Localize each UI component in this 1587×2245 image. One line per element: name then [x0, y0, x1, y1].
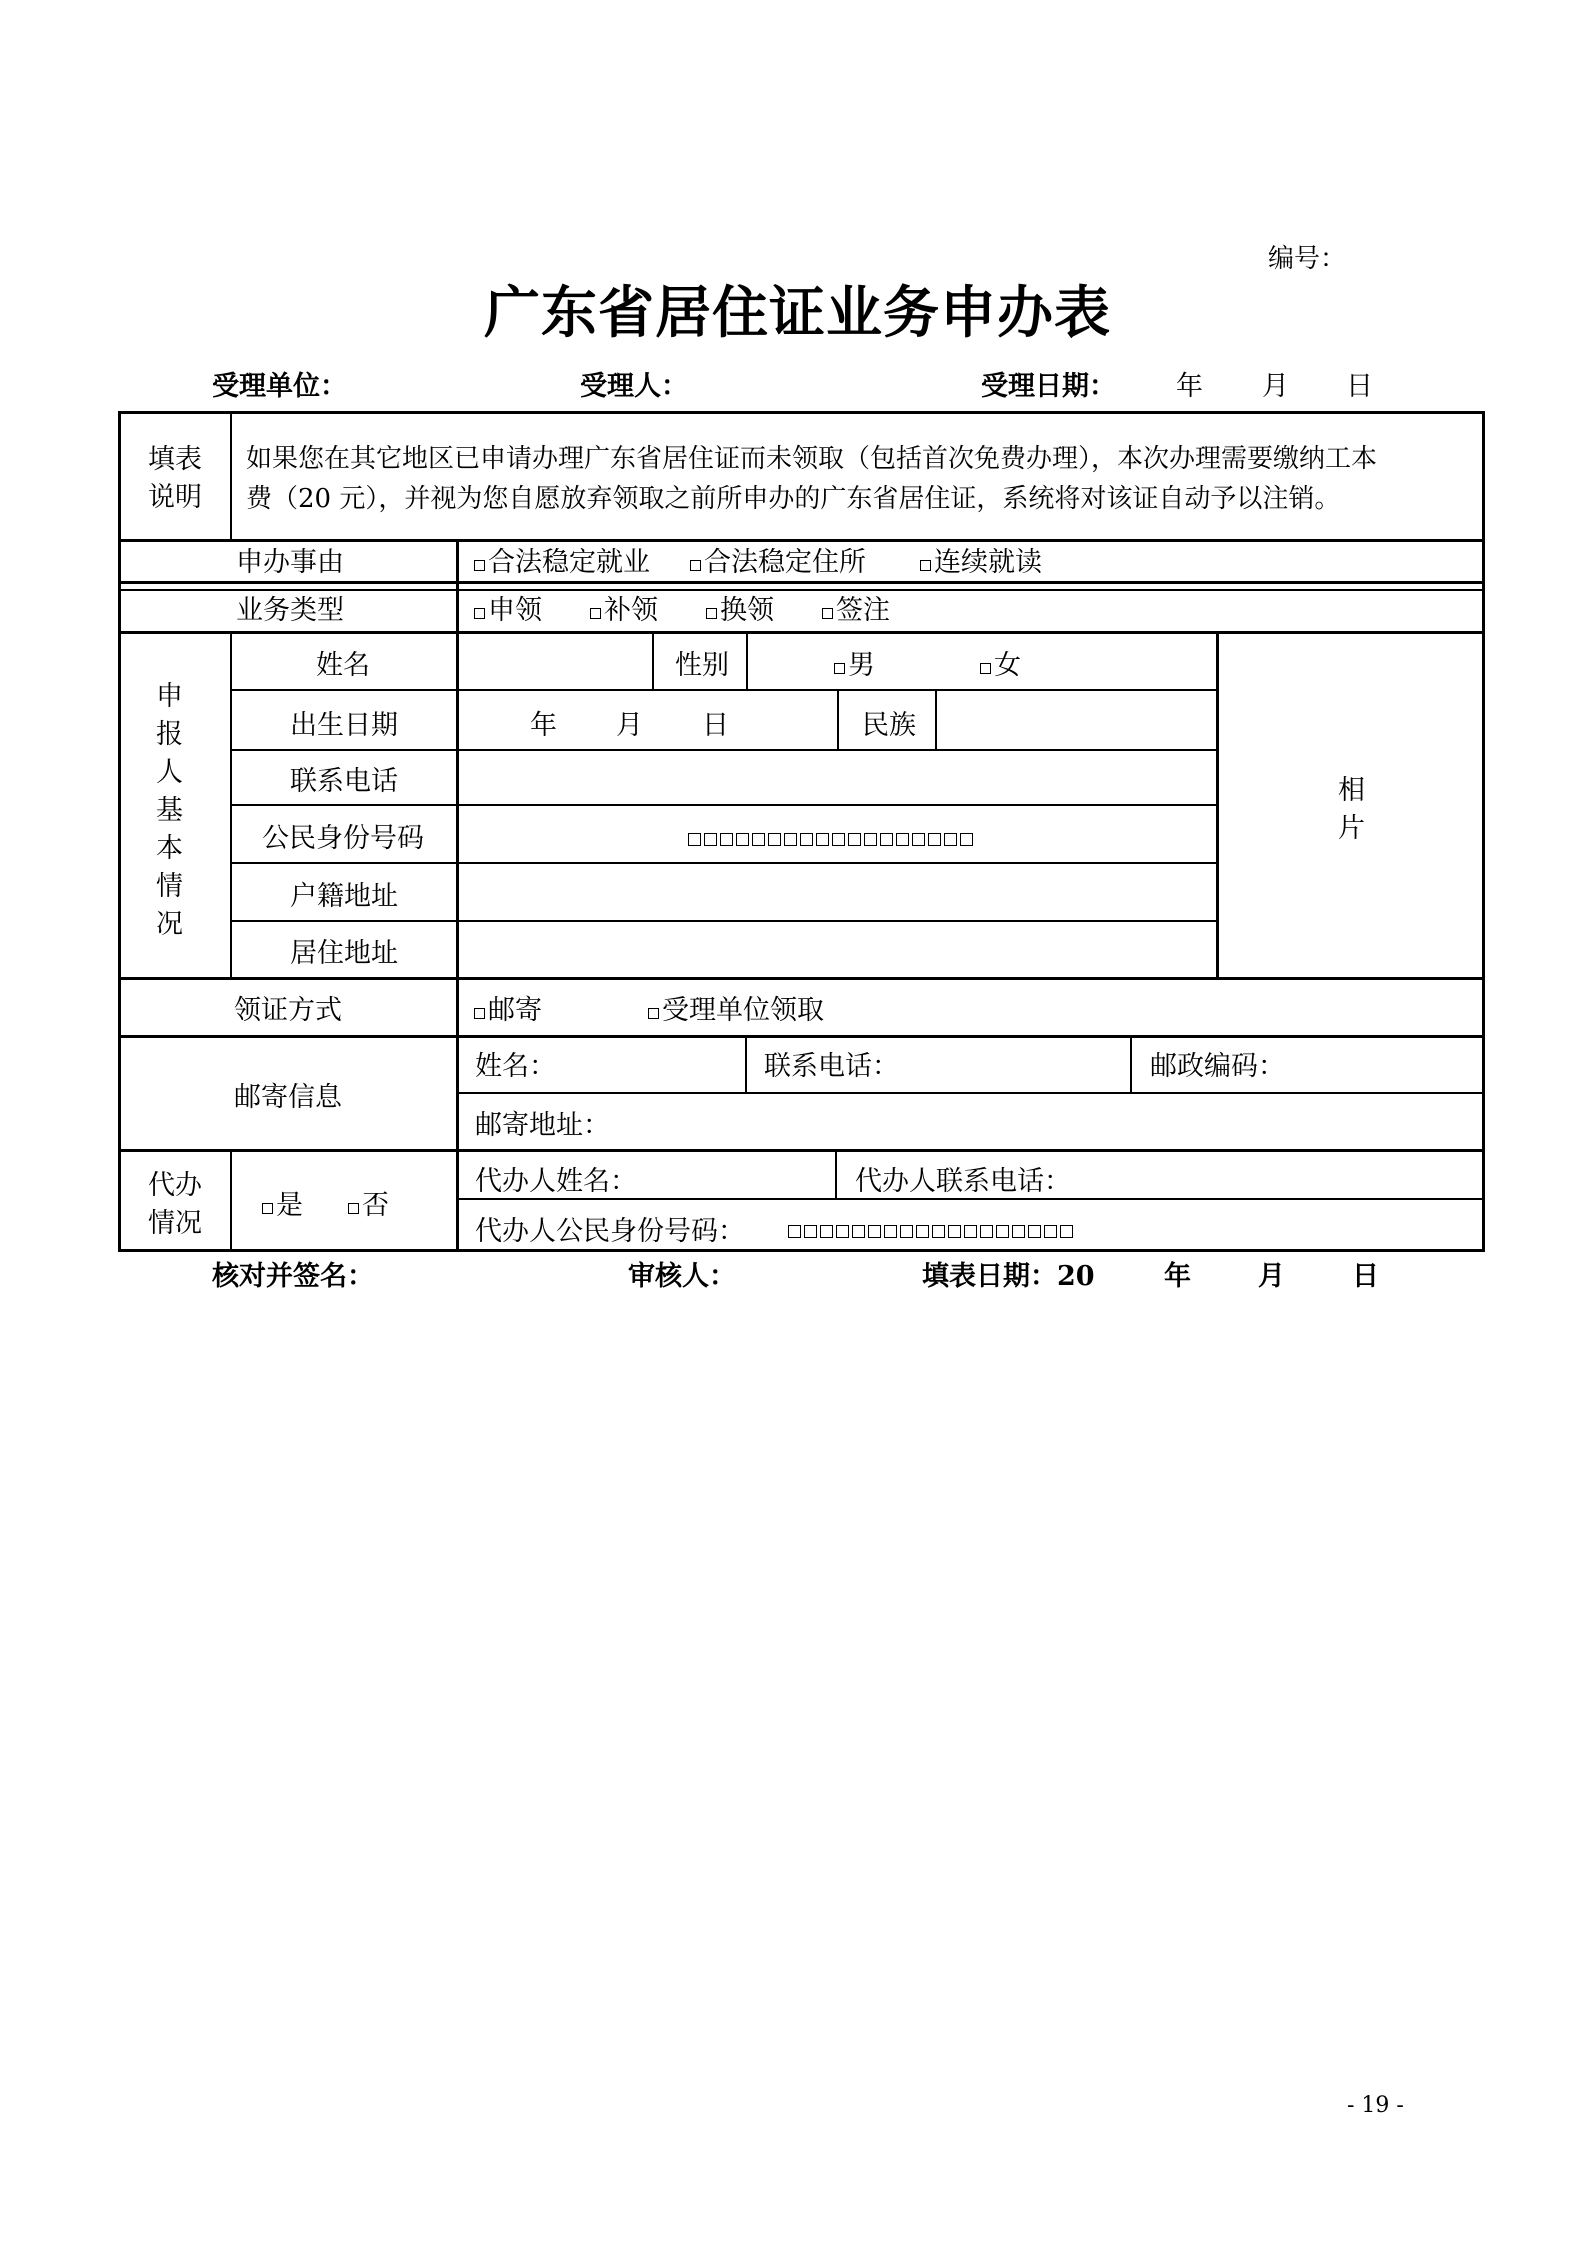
gender-male[interactable]: 男 — [834, 652, 875, 679]
accept-unit-label: 受理单位： — [212, 371, 347, 402]
checkbox-icon[interactable] — [474, 608, 485, 619]
instructions-text-line1: 如果您在其它地区已申请办理广东省居住证而未领取（包括首次免费办理），本次办理需要缴纳工本 — [246, 444, 1378, 474]
gender-label: 性别 — [675, 650, 729, 681]
checkbox-icon[interactable] — [348, 1203, 359, 1214]
form-title: 广东省居住证业务申办表 — [484, 280, 1111, 346]
accept-day: 日 — [1346, 371, 1373, 402]
accept-year: 年 — [1176, 371, 1203, 402]
photo-area[interactable]: 相 片 — [1338, 775, 1365, 844]
ethnicity-field[interactable] — [940, 693, 1214, 747]
checkbox-icon[interactable] — [920, 560, 931, 571]
fill-day: 日 — [1352, 1261, 1379, 1292]
birth-year[interactable]: 年 — [530, 710, 557, 741]
business-type-apply[interactable]: 申领 — [474, 597, 542, 624]
id-number-label: 公民身份号码 — [262, 823, 424, 854]
residence-address-label: 居住地址 — [290, 938, 398, 969]
checkbox-icon[interactable] — [474, 560, 485, 571]
accept-date-label: 受理日期： — [981, 371, 1116, 402]
applicant-name-field[interactable] — [460, 636, 650, 688]
checkbox-icon[interactable] — [980, 663, 991, 674]
accept-month: 月 — [1262, 371, 1289, 402]
accept-person-label: 受理人： — [580, 371, 688, 402]
business-type-endorse[interactable]: 签注 — [822, 597, 890, 624]
mailing-phone-label: 联系电话： — [764, 1051, 899, 1082]
mailing-name-label: 姓名： — [475, 1051, 556, 1082]
pickup-office[interactable]: 受理单位领取 — [648, 997, 824, 1024]
checkbox-icon[interactable] — [262, 1203, 273, 1214]
residence-address-field[interactable] — [460, 924, 1214, 976]
ethnicity-label: 民族 — [862, 710, 916, 741]
checkbox-icon[interactable] — [590, 608, 601, 619]
pickup-label: 领证方式 — [234, 995, 342, 1026]
business-type-renew[interactable]: 换领 — [706, 597, 774, 624]
agent-label-line1: 代办 — [148, 1170, 202, 1201]
household-address-field[interactable] — [460, 866, 1214, 918]
page-number: - 19 - — [1347, 2093, 1404, 2118]
phone-label: 联系电话 — [290, 766, 398, 797]
checkbox-icon[interactable] — [648, 1008, 659, 1019]
checkbox-icon[interactable] — [822, 608, 833, 619]
mailing-postcode-label: 邮政编码： — [1150, 1051, 1285, 1082]
gender-female[interactable]: 女 — [980, 652, 1021, 679]
checkbox-icon[interactable] — [834, 663, 845, 674]
form-number-label: 编号： — [1268, 244, 1347, 274]
reason-option-residence[interactable]: 合法稳定住所 — [690, 549, 866, 576]
business-type-reissue[interactable]: 补领 — [590, 597, 658, 624]
household-address-label: 户籍地址 — [290, 881, 398, 912]
instructions-label-line2: 说明 — [148, 482, 202, 513]
checkbox-icon[interactable] — [474, 1008, 485, 1019]
pickup-mail[interactable]: 邮寄 — [474, 997, 542, 1024]
applicant-section-label: 申 报 人 基 本 情 况 — [156, 681, 183, 940]
agent-id-boxes[interactable] — [788, 1225, 1073, 1238]
mailing-label: 邮寄信息 — [234, 1082, 342, 1113]
business-type-label: 业务类型 — [236, 595, 344, 626]
agent-id-label: 代办人公民身份号码： — [475, 1216, 745, 1247]
id-number-boxes[interactable] — [688, 833, 973, 846]
agent-name-label: 代办人姓名： — [475, 1166, 637, 1197]
agent-phone-label: 代办人联系电话： — [855, 1166, 1071, 1197]
checkbox-icon[interactable] — [690, 560, 701, 571]
applicant-name-label: 姓名 — [316, 650, 370, 681]
instructions-text-line2: 费（20 元），并视为您自愿放弃领取之前所申办的广东省居住证，系统将对该证自动予以注销。 — [246, 484, 1341, 514]
fill-month: 月 — [1258, 1261, 1285, 1292]
phone-field[interactable] — [460, 752, 1214, 802]
agent-no[interactable]: 否 — [348, 1192, 389, 1219]
agent-label-line2: 情况 — [148, 1208, 202, 1239]
birth-date-label: 出生日期 — [290, 710, 398, 741]
mailing-address-label: 邮寄地址： — [475, 1110, 610, 1141]
checkbox-icon[interactable] — [706, 608, 717, 619]
reviewer-label: 审核人： — [628, 1261, 736, 1292]
instructions-label-line1: 填表 — [148, 444, 202, 475]
reason-label: 申办事由 — [236, 547, 344, 578]
fill-year: 年 — [1164, 1261, 1191, 1292]
agent-yes[interactable]: 是 — [262, 1192, 303, 1219]
verify-sign-label: 核对并签名： — [212, 1261, 374, 1292]
reason-option-employment[interactable]: 合法稳定就业 — [474, 549, 650, 576]
fill-date-label: 填表日期：20 — [922, 1261, 1095, 1292]
birth-day[interactable]: 日 — [702, 710, 729, 741]
reason-option-study[interactable]: 连续就读 — [920, 549, 1042, 576]
birth-month[interactable]: 月 — [616, 710, 643, 741]
